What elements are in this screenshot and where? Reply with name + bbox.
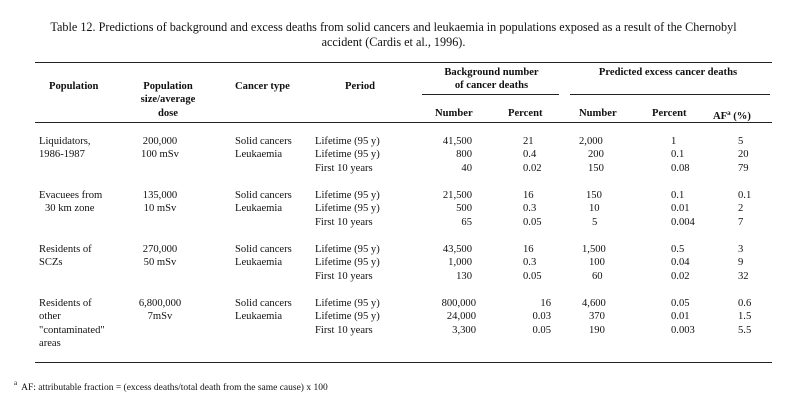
population-line: "contaminated" [39, 324, 105, 336]
predicted-group-rule [570, 94, 770, 95]
ex-percent-line: 0.05 [671, 298, 690, 309]
period-line: Lifetime (95 y) [315, 257, 380, 269]
row-af [738, 189, 751, 229]
af-line: 5 [738, 136, 744, 147]
row-size [118, 135, 202, 162]
bg-number-line: 130 [456, 270, 472, 282]
population-line: Liquidators, [39, 136, 91, 147]
cancer-line: Leukaemia [235, 257, 283, 269]
size-line: 200,000 [142, 136, 178, 147]
period-line: Lifetime (95 y) [315, 190, 380, 201]
ex-percent-line: 0.04 [671, 257, 690, 269]
table-bottom-rule [35, 362, 772, 363]
ex-number-line: 60 [592, 270, 603, 282]
bg-percent-line: 16 [523, 190, 534, 201]
row-ex-number [586, 189, 602, 229]
ex-number-line: 4,600 [582, 298, 606, 309]
row-bg-percent [523, 189, 542, 229]
footnote [14, 379, 328, 393]
row-af [738, 135, 749, 175]
ex-number-line: 190 [589, 324, 605, 336]
header-population-size [118, 80, 218, 120]
row-period [315, 189, 380, 229]
af-line: 79 [738, 162, 749, 174]
header-predicted-group: Predicted excess cancer deaths [598, 67, 738, 78]
cancer-line: Leukaemia [235, 203, 283, 215]
period-line: First 10 years [315, 324, 373, 336]
caption-line-2: accident (Cardis et al., 1996). [321, 35, 466, 49]
row-ex-number [579, 135, 604, 175]
af-line: 9 [738, 257, 744, 269]
size-line: 7mSv [147, 311, 173, 323]
header-period: Period [345, 81, 376, 92]
row-ex-percent [671, 135, 690, 175]
cancer-line: Solid cancers [235, 298, 292, 309]
row-af [738, 297, 751, 337]
population-line: Evacuees from [39, 190, 103, 201]
row-bg-percent [523, 135, 542, 175]
size-line: 135,000 [142, 190, 178, 201]
bg-percent-line: 16 [523, 244, 534, 255]
row-period [315, 243, 380, 283]
size-line: 10 mSv [143, 203, 177, 215]
population-line: other [39, 311, 61, 323]
bg-percent-line: 16 [540, 298, 551, 309]
header-ex-percent: Percent [652, 108, 687, 119]
af-line: 7 [738, 216, 744, 228]
background-group-rule [422, 94, 559, 95]
row-ex-percent [671, 189, 695, 229]
bg-number-line: 65 [461, 216, 472, 228]
bg-number-line: 24,000 [446, 311, 476, 323]
footnote-marker: a [14, 379, 18, 387]
period-line: Lifetime (95 y) [315, 298, 380, 309]
row-period [315, 297, 380, 337]
ex-percent-line: 0.5 [671, 244, 685, 255]
af-line: 0.1 [738, 190, 752, 201]
af-line: 20 [738, 149, 749, 161]
period-line: Lifetime (95 y) [315, 244, 380, 255]
row-size [118, 189, 202, 216]
period-line: First 10 years [315, 270, 373, 282]
row-bg-number [420, 297, 476, 337]
bg-number-line: 1,000 [448, 257, 472, 269]
period-line: Lifetime (95 y) [315, 149, 380, 161]
row-bg-number [420, 243, 472, 283]
af-line: 0.6 [738, 298, 752, 309]
bg-percent-line: 0.4 [523, 149, 537, 161]
size-line: 6,800,000 [138, 298, 182, 309]
bg-percent-line: 0.03 [532, 311, 551, 323]
ex-number-line: 200 [588, 149, 604, 161]
row-ex-number [582, 297, 606, 337]
bg-number-line: 500 [456, 203, 472, 215]
bg-percent-line: 0.05 [532, 324, 551, 336]
population-line: SCZs [39, 257, 63, 269]
header-bottom-rule [35, 122, 772, 123]
ex-number-line: 150 [586, 190, 602, 201]
ex-percent-line: 0.1 [671, 190, 685, 201]
ex-percent-line: 0.01 [671, 311, 690, 323]
ex-percent-line: 0.02 [671, 270, 690, 282]
ex-number-line: 2,000 [579, 136, 603, 147]
row-cancer-type [235, 189, 292, 216]
ex-number-line: 5 [592, 216, 598, 228]
ex-number-line: 150 [588, 162, 604, 174]
header-background-line-1: Background number [444, 67, 539, 78]
cancer-line: Solid cancers [235, 244, 292, 255]
ex-percent-line: 0.003 [671, 324, 695, 336]
bg-number-line: 3,300 [452, 324, 476, 336]
row-population [39, 297, 105, 351]
period-line: Lifetime (95 y) [315, 311, 380, 323]
af-line: 2 [738, 203, 744, 215]
row-af [738, 243, 749, 283]
header-ex-number: Number [579, 108, 617, 119]
bg-number-line: 800 [456, 149, 472, 161]
af-line: 1.5 [738, 311, 752, 323]
header-bg-percent: Percent [508, 108, 543, 119]
header-af-superscript: a [727, 109, 731, 117]
period-line: First 10 years [315, 162, 373, 174]
bg-number-line: 41,500 [442, 136, 472, 147]
header-bg-number: Number [435, 108, 473, 119]
row-cancer-type [235, 135, 292, 162]
bg-percent-line: 21 [523, 136, 534, 147]
cancer-line: Leukaemia [235, 311, 283, 323]
header-af-label: AF [713, 111, 728, 122]
top-rule [35, 62, 772, 63]
row-ex-percent [671, 243, 690, 283]
footnote-text: AF: attributable fraction = (excess deaths/total death from the same cause) x 100 [21, 383, 328, 393]
cancer-line: Solid cancers [235, 136, 292, 147]
af-line: 32 [738, 270, 749, 282]
header-af [713, 107, 751, 123]
row-period [315, 135, 380, 175]
row-population [39, 243, 92, 270]
population-line: Residents of [39, 298, 92, 309]
period-line: Lifetime (95 y) [315, 203, 380, 215]
row-size [118, 243, 202, 270]
ex-number-line: 10 [589, 203, 600, 215]
population-line: 1986-1987 [39, 149, 85, 161]
ex-percent-line: 0.1 [671, 149, 685, 161]
population-line: Residents of [39, 244, 92, 255]
row-bg-number [420, 189, 472, 229]
bg-number-line: 800,000 [441, 298, 476, 309]
bg-percent-line: 0.3 [523, 203, 537, 215]
header-population-size-line-2: size/average [140, 94, 196, 106]
row-population [39, 189, 102, 216]
ex-percent-line: 0.08 [671, 162, 690, 174]
row-bg-percent [515, 297, 551, 337]
header-population: Population [49, 81, 99, 92]
header-af-unit: (%) [730, 111, 751, 122]
row-ex-number [582, 243, 606, 283]
bg-percent-line: 0.02 [523, 162, 542, 174]
size-line: 50 mSv [143, 257, 177, 269]
size-line: 100 mSv [141, 149, 179, 161]
cancer-line: Solid cancers [235, 190, 292, 201]
caption-line-1: Table 12. Predictions of background and excess deaths from solid cancers and leukaemia in populations exposed as a result of the Chernobyl [50, 20, 737, 34]
header-population-size-line-1: Population [143, 81, 193, 92]
row-bg-percent [523, 243, 542, 283]
row-bg-number [420, 135, 472, 175]
ex-percent-line: 1 [671, 136, 677, 147]
row-cancer-type [235, 297, 292, 324]
table-caption [20, 20, 767, 50]
bg-number-line: 43,500 [442, 244, 472, 255]
population-line: 30 km zone [45, 203, 95, 215]
row-size [118, 297, 202, 324]
ex-number-line: 1,500 [582, 244, 606, 255]
row-cancer-type [235, 243, 292, 270]
size-line: 270,000 [142, 244, 178, 255]
bg-number-line: 21,500 [442, 190, 472, 201]
bg-percent-line: 0.05 [523, 216, 542, 228]
cancer-line: Leukaemia [235, 149, 283, 161]
header-background-group [420, 66, 563, 93]
ex-percent-line: 0.004 [671, 216, 695, 228]
period-line: First 10 years [315, 216, 373, 228]
header-background-line-2: of cancer deaths [454, 80, 529, 92]
header-cancer-type: Cancer type [235, 81, 290, 92]
ex-percent-line: 0.01 [671, 203, 690, 215]
header-population-size-line-3: dose [157, 107, 178, 119]
row-population [39, 135, 91, 162]
bg-percent-line: 0.05 [523, 270, 542, 282]
row-ex-percent [671, 297, 695, 337]
ex-number-line: 370 [589, 311, 605, 323]
bg-number-line: 40 [461, 162, 472, 174]
population-line: areas [39, 338, 61, 350]
period-line: Lifetime (95 y) [315, 136, 380, 147]
af-line: 5.5 [738, 324, 752, 336]
af-line: 3 [738, 244, 744, 255]
ex-number-line: 100 [589, 257, 605, 269]
bg-percent-line: 0.3 [523, 257, 537, 269]
